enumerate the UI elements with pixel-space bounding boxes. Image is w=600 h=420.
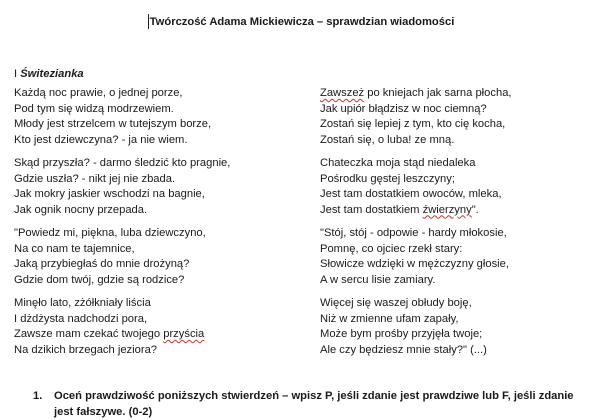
document-title-wrap [150,14,455,30]
poem-left-column [14,86,230,366]
poem-line: Może bym prośby przyjęła twoje; [320,328,483,340]
spellcheck-flagged-word[interactable]: przyścia [163,328,205,340]
poem-line: Pomnę, co ojciec rzekł stary: [320,242,463,255]
section-number: I [14,68,18,80]
stanza [320,226,512,288]
poem-line: Pod tym się widzą modrzewiem. [14,102,174,115]
poem-line: Niż w zmienne ufam zapały, [320,312,459,325]
poem-line: Minęło lato, zżółkniały liścia [14,297,151,309]
stanza [320,296,512,358]
poem-line: Więcej się waszej obłudy boję, [320,297,472,309]
poem-line: Jak mokry jaskier wschodzi na bagnie, [14,188,205,200]
poem-line: Zostań się lepiej z tym, kto cię kocha, [320,118,506,130]
text-cursor [148,14,149,29]
poem-line: Na co nam te tajemnice, [14,242,135,255]
poem-line-text: Jest tam dostatkiem [320,203,423,216]
poem-line: I dżdżysta nadchodzi pora, [14,312,148,325]
stanza [14,156,230,218]
stanza [14,296,230,358]
poem-line: Ale czy będziesz mnie stały?" (...) [320,343,487,356]
stanza [14,86,230,148]
poem-line: Zostań się, o luba! ze mną. [320,133,455,146]
poem-line: A w sercu lisie zamiary. [320,273,436,286]
poem-line: "Stój, stój - odpowie - hardy młokosie, [320,227,507,239]
stanza [320,86,512,148]
poem-line: Młody jest strzelcem w tutejszym borze, [14,118,212,130]
question-1 [33,389,593,420]
poem-line: Jak upiór błądzisz w noc ciemną? [320,102,487,115]
poem-line: Jak ognik nocny przepada. [14,203,148,216]
section-heading [14,66,84,82]
question-number: 1. [33,390,43,402]
spellcheck-flagged-word[interactable]: źwierzyny [422,203,472,216]
poem-line: "Powiedz mi, piękna, luba dziewczyno, [14,227,206,239]
poem-line: Kto jest dziewczyna? - ja nie wiem. [14,133,188,146]
poem-line: Na dzikich brzegach jeziora? [14,343,158,356]
poem-line-text: po kniejach jak sarna płocha, [364,87,512,99]
poem-line: Jest tam dostatkiem owoców, mleka, [320,188,502,200]
document-title[interactable]: Twórczość Adama Mickiewicza – sprawdzian wiadomości [149,16,455,28]
poem-line: Gdzie uszła? - nikt jej nie zbada. [14,172,176,185]
poem-line: Jaką przybiegłaś do mnie drożyną? [14,258,190,270]
poem-line: Pośrodku gęstej leszczyny; [320,172,455,185]
poem-line: Słowicze wdzięki w mężczyzny głosie, [320,258,510,270]
stanza [320,156,512,218]
poem-line-suffix: ". [471,203,479,216]
poem-line [320,203,512,219]
poem-line: Gdzie dom twój, gdzie są rodzice? [14,273,185,286]
poem-line [320,86,512,102]
poem-line: Chateczka moja stąd niedaleka [320,157,476,169]
poem-right-column [320,86,512,366]
spellcheck-flagged-word[interactable]: Zawszeż [320,87,365,99]
poem-title: Świtezianka [20,68,84,80]
poem-line: Skąd przyszła? - darmo śledzić kto pragnie, [14,157,231,169]
stanza [14,226,230,288]
poem-line: Każdą noc prawie, o jednej porze, [14,87,183,99]
document-title-row [0,14,600,30]
poem-line-text: Zawsze mam czekać twojego [14,328,164,340]
poem-line [14,327,230,343]
question-text: Oceń prawdziwość poniższych stwierdzeń – wpisz P, jeśli zdanie jest prawdziwe lub F, jeśli zdanie jest fałszywe. (0-2) [54,390,574,418]
